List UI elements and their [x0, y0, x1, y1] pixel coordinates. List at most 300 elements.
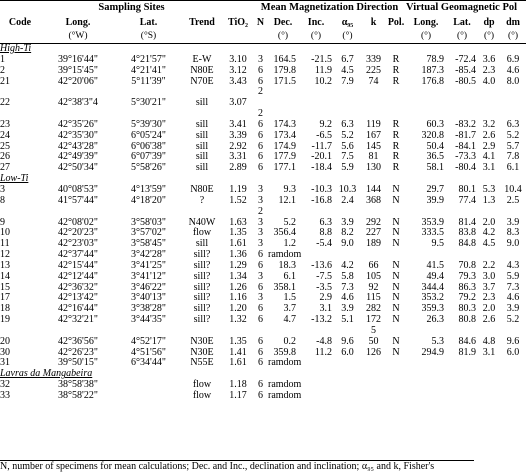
cell-a95 — [334, 207, 361, 218]
cell-latitude: 5°30'21" — [131, 97, 166, 109]
cell-inclination: 11.9 — [314, 64, 332, 76]
cell-n: 6 — [258, 151, 263, 163]
header-row-units — [0, 30, 526, 44]
cell-longitude: 39°50'15" — [58, 357, 98, 369]
cell-inclination: -10.3 — [311, 183, 332, 195]
cell-n: 6 — [258, 140, 263, 152]
cell-inclination — [298, 87, 334, 98]
cell-dm: 6.1 — [506, 162, 520, 174]
cell-vgp-longitude: 49.4 — [426, 270, 445, 282]
cell-n: 6 — [258, 390, 263, 401]
long-header: Long. — [65, 17, 91, 28]
cell-k — [361, 98, 386, 109]
cell-polarity: N — [392, 270, 400, 282]
cell-longitude: 39°15'45" — [58, 64, 98, 76]
cell-dm: 4.3 — [506, 259, 520, 271]
cell-code: 2 — [0, 64, 5, 76]
cell-k — [361, 87, 386, 98]
cell-vgp-longitude — [406, 380, 446, 391]
cell-longitude: 42°20'06" — [58, 75, 98, 87]
cell-dp: 4.1 — [482, 151, 496, 163]
cell-inclination — [298, 98, 334, 109]
cell-a95: 4.5 — [341, 64, 354, 76]
cell-inclination: -3.5 — [316, 281, 332, 293]
cell-k: 119 — [366, 118, 381, 130]
cell-vgp-latitude: 81.9 — [458, 346, 477, 358]
cell-tio2: 1.29 — [229, 259, 247, 271]
cell-polarity: N — [392, 183, 400, 195]
cell-tio2: 3.07 — [229, 97, 247, 109]
cell-k — [361, 207, 386, 218]
cell-vgp-longitude: 353.9 — [421, 216, 445, 228]
cell-a95: 5.6 — [341, 140, 354, 152]
vgp-header: Virtual Geomagnetic Pol — [406, 2, 518, 13]
cell-trend: sill? — [193, 259, 211, 271]
cell-vgp-longitude: 333.5 — [421, 227, 445, 239]
section-label: Low-Ti — [0, 173, 29, 185]
cell-inclination: 3.1 — [319, 303, 332, 315]
cell-dm: 6.3 — [506, 118, 520, 130]
dec-header: Dec. — [273, 17, 293, 28]
cell-longitude: 42°23'03" — [58, 238, 98, 250]
cell-vgp-longitude — [406, 391, 446, 402]
cell-a95: 2.4 — [341, 194, 354, 206]
cell-k: 339 — [366, 53, 381, 65]
cell-longitude: 42°36'56" — [58, 335, 98, 347]
cell-trend: sill? — [193, 270, 211, 282]
cell-k: 66 — [368, 259, 379, 271]
cell-trend: E-W — [192, 53, 212, 65]
cell-code: 23 — [0, 118, 10, 130]
cell-latitude: 4°13'59" — [131, 183, 166, 195]
cell-latitude: 3°57'02" — [131, 227, 166, 239]
cell-dp: 3.0 — [482, 270, 496, 282]
cell-trend: sill — [195, 151, 209, 163]
cell-vgp-latitude: 80.1 — [458, 183, 477, 195]
table-row — [0, 272, 526, 283]
cell-k: 92 — [368, 281, 379, 293]
cell-dp — [478, 358, 500, 369]
section-label: Lavras da Mangabeira — [0, 368, 93, 380]
cell-inclination: 2.9 — [319, 292, 332, 304]
cell-dm: 4.6 — [506, 64, 520, 76]
mean-magnetization-header: Mean Magnetization Direction — [260, 2, 399, 13]
cell-a95: 5.8 — [341, 270, 354, 282]
cell-inclination: -11.7 — [311, 140, 332, 152]
cell-polarity: R — [392, 53, 400, 65]
cell-inclination: 10.2 — [314, 75, 332, 87]
dm-unit: (°) — [507, 31, 519, 41]
cell-tio2: 1.36 — [229, 249, 247, 261]
cell-vgp-longitude: 176.8 — [421, 75, 445, 87]
cell-dp — [478, 87, 500, 98]
cell-k: 145 — [366, 140, 381, 152]
cell-dp: 4.2 — [482, 227, 496, 239]
cell-vgp-longitude: 41.5 — [426, 259, 445, 271]
cell-tio2 — [223, 207, 253, 218]
inc-header: Inc. — [307, 17, 325, 28]
table-row — [0, 207, 526, 218]
n-header: N — [256, 17, 265, 28]
cell-dp — [478, 207, 500, 218]
cell-declination — [268, 98, 298, 109]
cell-inclination: -5.4 — [316, 238, 332, 250]
cell-vgp-latitude — [446, 98, 478, 109]
cell-tio2: 3.12 — [229, 64, 247, 76]
cell-code: 25 — [0, 140, 10, 152]
cell-vgp-longitude — [406, 358, 446, 369]
cell-polarity: R — [392, 75, 400, 87]
cell-tio2: 1.17 — [229, 390, 247, 401]
k-header: k — [370, 17, 377, 28]
cell-vgp-latitude: -84.1 — [455, 140, 477, 152]
cell-n: 3 — [258, 194, 263, 206]
cell-longitude: 42°32'21" — [58, 314, 98, 326]
cell-dm: 7.3 — [506, 281, 520, 293]
cell-code: 31 — [0, 357, 10, 369]
cell-polarity — [386, 87, 406, 98]
cell-polarity: N — [392, 346, 400, 358]
cell-trend: N30E — [190, 335, 214, 347]
cell-code: 24 — [0, 129, 10, 141]
cell-inclination: -13.2 — [311, 314, 332, 326]
cell-n: 3 — [258, 270, 263, 282]
header-row-groups — [0, 1, 526, 16]
cell-vgp-longitude: 320.8 — [421, 129, 445, 141]
cell-tio2: 3.39 — [229, 129, 247, 141]
cell-longitude: 42°16'44" — [58, 303, 98, 315]
cell-a95: 3.9 — [341, 303, 354, 315]
table-row — [0, 66, 526, 77]
cell-n: 3 — [258, 183, 263, 195]
cell-inclination — [298, 207, 334, 218]
cell-a95: 7.3 — [341, 281, 354, 293]
cell-polarity — [386, 207, 406, 218]
cell-latitude: 4°18'20" — [131, 194, 166, 206]
cell-tio2: 2.89 — [229, 162, 247, 174]
cell-n: 6 — [258, 314, 263, 326]
cell-dm: 5.7 — [506, 140, 520, 152]
cell-declination: 4.7 — [283, 314, 296, 326]
cell-dm: 8.3 — [506, 227, 520, 239]
cell-k: 50 — [368, 335, 379, 347]
cell-polarity: N — [392, 216, 400, 228]
cell-a95: 6.0 — [341, 346, 354, 358]
cell-dm: 6.9 — [506, 53, 520, 65]
inc-unit: (°) — [310, 31, 322, 41]
cell-code: 19 — [0, 314, 10, 326]
vgp-long-unit: (°) — [420, 31, 432, 41]
cell-vgp-latitude — [446, 358, 478, 369]
cell-declination: 173.4 — [273, 129, 296, 141]
cell-dm: 10.4 — [504, 183, 522, 195]
cell-vgp-latitude — [446, 207, 478, 218]
cell-polarity: R — [392, 64, 400, 76]
cell-vgp-latitude: -81.7 — [455, 129, 477, 141]
cell-a95: 7.9 — [341, 75, 354, 87]
dp-unit: (°) — [483, 31, 495, 41]
cell-longitude: 38°58'22" — [58, 390, 98, 401]
cell-tio2: 1.61 — [229, 357, 247, 369]
cell-longitude: 40°08'53" — [58, 183, 98, 195]
cell-k: 172 — [366, 314, 381, 326]
cell-longitude: 42°12'44" — [58, 270, 98, 282]
table-row — [0, 315, 526, 326]
cell-dp: 2.6 — [482, 129, 496, 141]
cell-code: 21 — [0, 75, 10, 87]
cell-a95: 9.0 — [341, 238, 354, 250]
cell-vgp-longitude: 294.9 — [421, 346, 445, 358]
cell-n: 6 — [258, 357, 263, 369]
cell-n: 6 — [258, 303, 263, 315]
cell-trend: sill — [195, 118, 209, 130]
cell-n: 6 — [258, 379, 263, 391]
cell-code: 12 — [0, 249, 10, 261]
cell-declination: 0.2 — [283, 335, 296, 347]
cell-dp: 2.3 — [482, 64, 496, 76]
cell-latitude: 6°34'44" — [131, 357, 166, 369]
cell-inclination: 9.2 — [319, 118, 332, 130]
cell-dp: 1.3 — [482, 194, 496, 206]
cell-n: 6 — [258, 118, 263, 130]
cell-n: 6 — [258, 64, 263, 76]
cell-declination: 18.3 — [278, 259, 296, 271]
cell-inclination: -20.1 — [311, 151, 332, 163]
cell-dp: 4.5 — [482, 238, 496, 250]
cell-k: 282 — [366, 303, 381, 315]
cell-code: 33 — [0, 390, 10, 401]
cell-tio2: 2.92 — [229, 140, 247, 152]
cell-a95 — [334, 98, 361, 109]
cell-a95: 3.9 — [341, 216, 354, 228]
cell-n: 6 — [258, 346, 263, 358]
table-body — [0, 44, 526, 402]
cell-trend: sill? — [193, 249, 211, 261]
table-row — [0, 98, 526, 109]
cell-code: 22 — [0, 97, 10, 109]
cell-longitude: 41°57'44" — [58, 194, 98, 206]
cell-dp: 2.9 — [482, 140, 496, 152]
cell-code: 14 — [0, 270, 10, 282]
cell-k: 368 — [366, 194, 381, 206]
cell-code: 17 — [0, 292, 10, 304]
cell-dm — [500, 87, 526, 98]
cell-dp — [478, 391, 500, 402]
cell-inclination: -6.5 — [316, 129, 332, 141]
cell-dp: 2.3 — [482, 292, 496, 304]
cell-n: 6 — [258, 75, 263, 87]
cell-inclination: -16.8 — [311, 194, 332, 206]
cell-inclination: 8.8 — [319, 227, 332, 239]
cell-k: 81 — [368, 151, 379, 163]
vgp-long-header: Long. — [413, 17, 439, 28]
cell-vgp-latitude: 84.8 — [458, 238, 477, 250]
cell-vgp-latitude: -72.4 — [455, 53, 477, 65]
cell-dm — [500, 358, 526, 369]
cell-dm: 4.6 — [506, 292, 520, 304]
cell-vgp-latitude: 81.4 — [458, 216, 477, 228]
cell-dp: 3.1 — [482, 346, 496, 358]
cell-k: 130 — [366, 162, 381, 174]
cell-tio2: 1.19 — [229, 183, 247, 195]
cell-latitude: 5°39'30" — [131, 118, 166, 130]
cell-polarity: N — [392, 238, 400, 250]
cell-a95: 8.2 — [341, 227, 354, 239]
table-footnote: N, number of specimens for mean calculations; Dec. and Inc., declination and inclination; α₉₅ and k, Fisher's — [0, 460, 474, 473]
cell-declination: 179.8 — [273, 64, 296, 76]
cell-latitude: 5°11'39" — [131, 75, 166, 87]
cell-dm: 3.9 — [506, 216, 520, 228]
cell-declination: 164.5 — [273, 53, 296, 65]
cell-vgp-longitude: 39.9 — [426, 194, 445, 206]
cell-polarity: R — [392, 129, 400, 141]
cell-latitude: 3°41'12" — [131, 270, 166, 282]
cell-a95: 4.6 — [341, 292, 354, 304]
cell-longitude: 39°16'44" — [58, 53, 98, 65]
cell-vgp-longitude: 78.9 — [426, 53, 445, 65]
cell-inclination: -4.8 — [316, 335, 332, 347]
cell-latitude: 3°58'45" — [131, 238, 166, 250]
cell-longitude: 42°43'28" — [58, 140, 98, 152]
cell-longitude: 42°26'23" — [58, 346, 98, 358]
cell-trend: N70E — [190, 75, 214, 87]
cell-n: 6 — [258, 129, 263, 141]
cell-tio2: 3.31 — [229, 151, 247, 163]
cell-vgp-longitude: 29.7 — [426, 183, 445, 195]
cell-k: 144 — [366, 183, 381, 195]
cell-n: 3 — [258, 216, 263, 228]
cell-vgp-longitude: 58.1 — [426, 162, 445, 174]
cell-code: 30 — [0, 346, 10, 358]
cell-dp: 2.0 — [482, 216, 496, 228]
cell-latitude — [116, 380, 181, 391]
cell-vgp-latitude: -73.3 — [455, 151, 477, 163]
cell-declination: 9.3 — [283, 183, 296, 195]
cell-k: 74 — [368, 75, 379, 87]
cell-longitude: 38°58'38" — [58, 379, 98, 391]
cell-vgp-longitude — [406, 98, 446, 109]
cell-vgp-latitude — [446, 380, 478, 391]
cell-k: 115 — [366, 292, 381, 304]
cell-vgp-latitude: 79.2 — [458, 292, 477, 304]
cell-declination: 1.2 — [283, 238, 296, 250]
cell-tio2: 3.43 — [229, 75, 247, 87]
cell-polarity — [386, 380, 406, 391]
cell-vgp-longitude: 36.5 — [426, 151, 445, 163]
cell-n: 3 — [258, 227, 263, 239]
cell-dm — [500, 207, 526, 218]
cell-trend: sill — [195, 129, 209, 141]
cell-vgp-latitude: 80.8 — [458, 314, 477, 326]
cell-declination: 174.9 — [273, 140, 296, 152]
cell-declination: 177.9 — [273, 151, 296, 163]
cell-latitude: 3°46'22" — [131, 281, 166, 293]
cell-a95: 5.1 — [341, 314, 354, 326]
cell-k: 292 — [366, 216, 381, 228]
cell-trend: sill? — [193, 303, 211, 315]
vgp-lat-unit: (°) — [456, 31, 468, 41]
cell-dm: 5.2 — [506, 129, 520, 141]
cell-tio2: 3.41 — [229, 118, 247, 130]
cell-dp: 4.8 — [482, 335, 496, 347]
cell-vgp-latitude: 83.8 — [458, 227, 477, 239]
cell-vgp-latitude: -83.2 — [455, 118, 477, 130]
cell-declination: 1.5 — [283, 292, 296, 304]
cell-k: 225 — [366, 64, 381, 76]
cell-dm: 6.0 — [506, 346, 520, 358]
cell-polarity: N — [392, 259, 400, 271]
cell-latitude: 4°51'56" — [131, 346, 166, 358]
cell-vgp-latitude — [446, 87, 478, 98]
cell-code: 18 — [0, 303, 10, 315]
table-row — [0, 337, 526, 348]
a95-unit: (°) — [342, 31, 353, 41]
pol-header: Pol. — [387, 17, 405, 28]
cell-a95: 4.2 — [341, 259, 354, 271]
cell-k — [361, 391, 386, 402]
cell-vgp-latitude: -80.5 — [455, 75, 477, 87]
cell-vgp-longitude: 9.5 — [431, 238, 445, 250]
cell-trend: N80E — [190, 183, 214, 195]
cell-code: 1 — [0, 53, 5, 65]
cell-vgp-longitude: 359.3 — [421, 303, 445, 315]
cell-dm: 8.0 — [506, 75, 520, 87]
cell-inclination: 11.2 — [314, 346, 332, 358]
cell-trend: sill — [195, 162, 209, 174]
cell-n: 2 — [258, 86, 263, 98]
cell-declination: 5.2 — [283, 216, 296, 228]
cell-inclination: -7.5 — [316, 270, 332, 282]
cell-code: 26 — [0, 151, 10, 163]
cell-note: ramdom — [268, 390, 302, 401]
cell-declination: 177.1 — [273, 162, 296, 174]
cell-declination: 171.5 — [273, 75, 296, 87]
cell-tio2: 1.63 — [229, 216, 247, 228]
cell-inclination: -18.4 — [311, 162, 332, 174]
cell-dp: 3.7 — [482, 281, 496, 293]
cell-polarity: R — [392, 140, 400, 152]
cell-n: 3 — [258, 292, 263, 304]
tio2-header: TiO₂ — [227, 17, 249, 28]
cell-tio2: 1.18 — [229, 379, 247, 391]
cell-vgp-longitude: 50.4 — [426, 140, 445, 152]
cell-latitude — [116, 391, 181, 402]
cell-tio2: 1.35 — [229, 227, 247, 239]
cell-inclination: -21.5 — [311, 53, 332, 65]
lat-unit: (°S) — [140, 31, 157, 41]
cell-k: 126 — [366, 346, 381, 358]
cell-tio2: 1.32 — [229, 314, 247, 326]
cell-polarity: N — [392, 292, 400, 304]
cell-n: 6 — [258, 162, 263, 174]
cell-a95: 5.2 — [341, 129, 354, 141]
dm-header: dm — [506, 17, 520, 28]
cell-n: 6 — [258, 259, 263, 271]
cell-tio2: 1.26 — [229, 281, 247, 293]
cell-n: 6 — [258, 335, 263, 347]
cell-dp: 2.2 — [482, 259, 496, 271]
cell-code: 8 — [0, 194, 5, 206]
cell-k — [361, 380, 386, 391]
cell-dp: 3.1 — [482, 162, 496, 174]
cell-longitude: 42°37'44" — [58, 249, 98, 261]
cell-latitude: 3°42'28" — [131, 249, 166, 261]
cell-k: 227 — [366, 227, 381, 239]
cell-longitude: 42°36'32" — [58, 281, 98, 293]
cell-n: 3 — [258, 53, 263, 65]
cell-dm — [500, 98, 526, 109]
cell-polarity: R — [392, 118, 400, 130]
